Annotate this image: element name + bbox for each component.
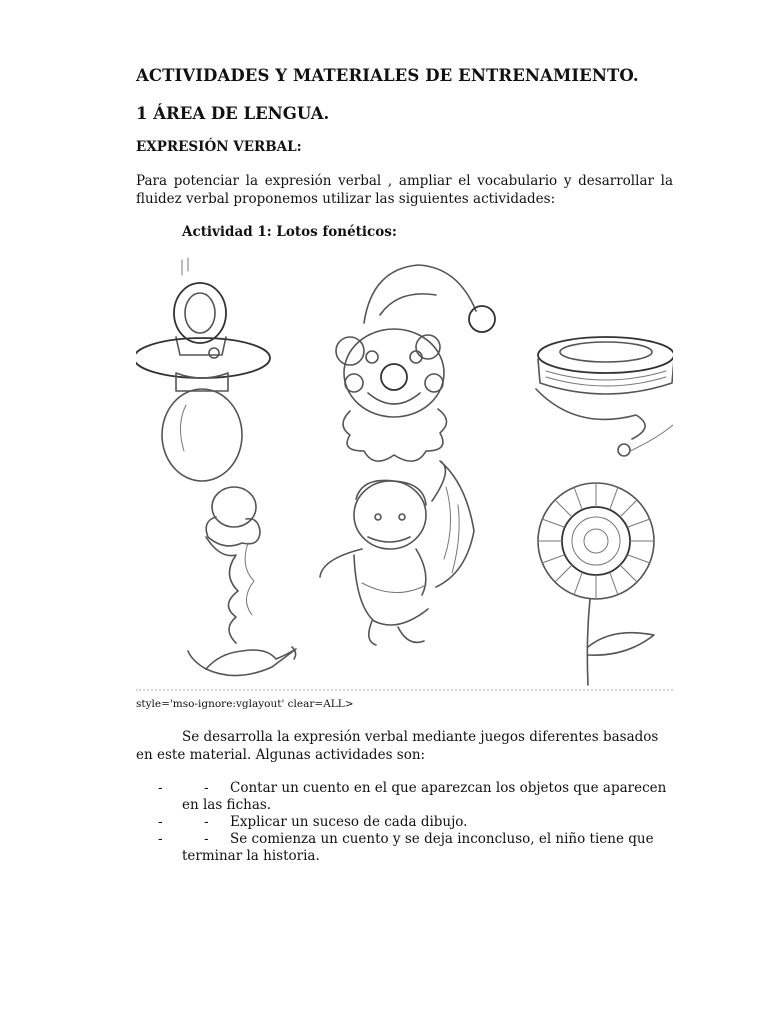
- subsection-heading: EXPRESIÓN VERBAL:: [136, 139, 302, 155]
- yoyo-drawing: [536, 337, 673, 456]
- section-heading: 1 ÁREA DE LENGUA.: [136, 104, 330, 123]
- activity-title: Actividad 1: Lotos fonéticos:: [182, 224, 397, 240]
- list-item: [136, 780, 673, 814]
- list-dash: -: [158, 814, 163, 830]
- list-item: [136, 814, 673, 831]
- pacifier-drawing: [136, 258, 270, 481]
- list-item-text: Contar un cuento en el que aparezcan los objetos que aparecen en las fichas.: [182, 780, 667, 813]
- list-dash: -: [204, 814, 209, 830]
- illustration-svg: [136, 255, 673, 695]
- intro-paragraph: Para potenciar la expresión verbal , ampliar el vocabulario y desarrollar la fluidez verbal proponemos utilizar las siguientes actividades:: [136, 173, 673, 207]
- code-note: style='mso-ignore:vglayout' clear=ALL>: [136, 698, 354, 710]
- sunflower-drawing: [538, 483, 654, 685]
- list-item-text: Explicar un suceso de cada dibujo.: [230, 814, 468, 830]
- genie-lamp-drawing: [188, 487, 296, 676]
- list-item-text: Se comienza un cuento y se deja inconcluso, el niño tiene que terminar la historia.: [182, 831, 654, 864]
- body-paragraph: [136, 729, 673, 764]
- page-divider: [136, 689, 673, 691]
- list-dash: -: [204, 780, 209, 796]
- lotos-foneticos-illustration: [136, 255, 673, 695]
- list-dash: -: [158, 831, 163, 847]
- list-item: [136, 831, 673, 865]
- body-paragraph-text: Se desarrolla la expresión verbal mediante juegos diferentes basados en este material. Algunas actividades son:: [136, 729, 659, 763]
- clown-drawing: [336, 265, 495, 461]
- activities-list: [136, 780, 673, 865]
- document-title: ACTIVIDADES Y MATERIALES DE ENTRENAMIENTO.: [136, 66, 639, 85]
- list-dash: -: [204, 831, 209, 847]
- list-dash: -: [158, 780, 163, 796]
- angel-drawing: [320, 461, 474, 645]
